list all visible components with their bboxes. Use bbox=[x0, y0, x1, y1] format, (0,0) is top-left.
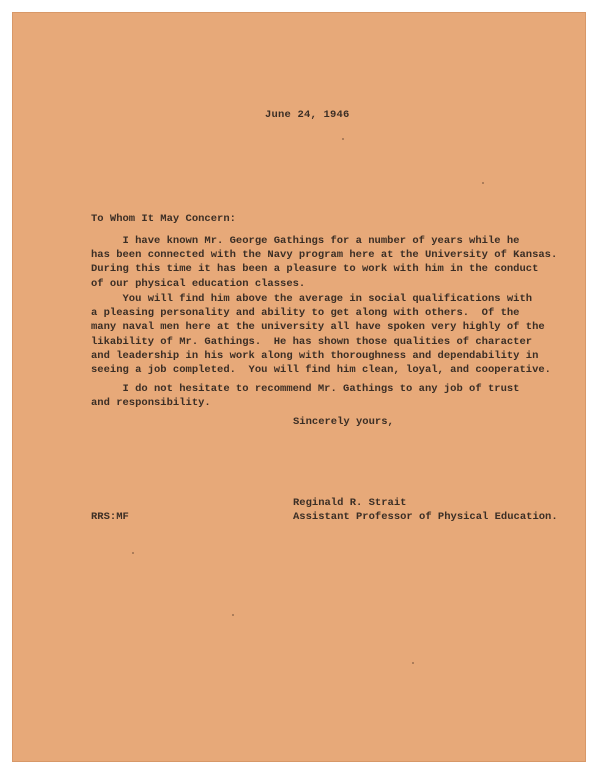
paragraph-line: a pleasing personality and ability to get along with others. Of the bbox=[91, 307, 520, 320]
signature-title: Assistant Professor of Physical Education. bbox=[293, 511, 558, 524]
signature-block bbox=[293, 496, 558, 524]
salutation: To Whom It May Concern: bbox=[91, 213, 236, 225]
paragraph-line: and responsibility. bbox=[91, 397, 211, 410]
paragraph-line: of our physical education classes. bbox=[91, 277, 306, 290]
letter-page bbox=[12, 12, 586, 762]
paragraph-1 bbox=[91, 234, 558, 291]
paper-speck bbox=[342, 138, 344, 140]
paper-speck bbox=[232, 614, 234, 616]
paper-speck bbox=[482, 182, 484, 184]
signature-name: Reginald R. Strait bbox=[293, 497, 407, 509]
paper-speck bbox=[412, 662, 414, 664]
paragraph-line: has been connected with the Navy program here at the University of Kansas. bbox=[91, 249, 558, 262]
paragraph-line: I have known Mr. George Gathings for a number of years while he bbox=[91, 235, 520, 247]
paper-speck bbox=[132, 552, 134, 554]
paragraph-3 bbox=[91, 382, 541, 410]
paragraph-line: seeing a job completed. You will find him clean, loyal, and cooperative. bbox=[91, 364, 551, 377]
paragraph-2 bbox=[91, 292, 551, 377]
paragraph-line: During this time it has been a pleasure to work with him in the conduct bbox=[91, 263, 539, 276]
paragraph-line: likability of Mr. Gathings. He has shown those qualities of character bbox=[91, 335, 533, 348]
paragraph-line: I do not hesitate to recommend Mr. Gathings to any job of trust bbox=[91, 383, 520, 395]
letter-date: June 24, 1946 bbox=[265, 109, 350, 121]
typist-initials: RRS:MF bbox=[91, 511, 129, 523]
closing: Sincerely yours, bbox=[293, 416, 394, 428]
paragraph-line: and leadership in his work along with thoroughness and dependability in bbox=[91, 349, 539, 362]
paragraph-line: You will find him above the average in social qualifications with bbox=[91, 293, 533, 305]
paragraph-line: many naval men here at the university all have spoken very highly of the bbox=[91, 321, 545, 334]
